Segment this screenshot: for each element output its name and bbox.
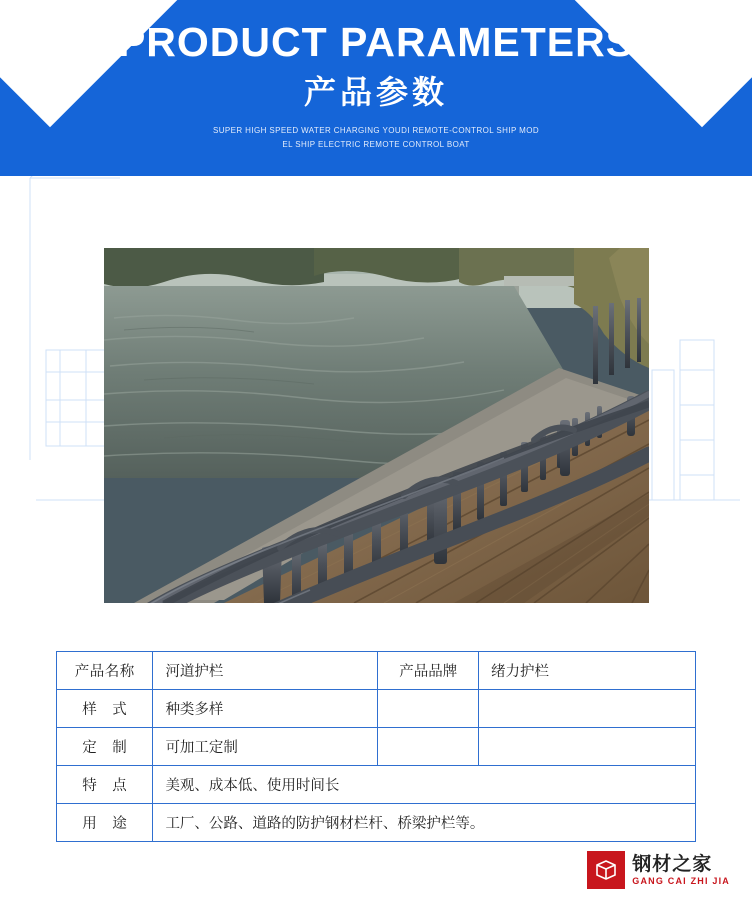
row-label-2: 产品品牌	[378, 652, 478, 690]
box-icon	[587, 851, 625, 889]
row-value-2	[478, 728, 695, 766]
row-value: 可加工定制	[153, 728, 378, 766]
table-row	[57, 652, 696, 690]
table-row	[57, 728, 696, 766]
row-value-2: 绪力护栏	[478, 652, 695, 690]
footer-brand-cn: 钢材之家	[632, 853, 713, 875]
footer-brand-text	[632, 854, 730, 887]
footer-brand-logo	[587, 851, 730, 889]
row-label: 用 途	[57, 804, 153, 842]
row-label: 定 制	[57, 728, 153, 766]
table-row	[57, 690, 696, 728]
table-row	[57, 804, 696, 842]
footer-brand-en: GANG CAI ZHI JIA	[632, 875, 730, 886]
row-value: 河道护栏	[153, 652, 378, 690]
row-value-2	[478, 690, 695, 728]
row-label: 特 点	[57, 766, 153, 804]
row-label-2	[378, 728, 478, 766]
row-label: 产品名称	[57, 652, 153, 690]
row-value: 工厂、公路、道路的防护钢材栏杆、桥梁护栏等。	[153, 804, 696, 842]
row-value: 种类多样	[153, 690, 378, 728]
row-label-2	[378, 690, 478, 728]
page-header-banner	[0, 0, 752, 176]
product-parameters-table	[56, 651, 696, 842]
page-subtitle	[213, 124, 539, 152]
page-subtitle-line2: EL SHIP ELECTRIC REMOTE CONTROL BOAT	[282, 140, 470, 149]
product-photo	[104, 248, 649, 603]
row-value: 美观、成本低、使用时间长	[153, 766, 696, 804]
page-subtitle-line1: SUPER HIGH SPEED WATER CHARGING YOUDI REMOTE-CONTROL SHIP MOD	[212, 126, 540, 135]
page-title-chinese: 产品参数	[303, 74, 448, 110]
row-label: 样 式	[57, 690, 153, 728]
page-title-english: PRODUCT PARAMETERS	[117, 19, 635, 65]
table-row	[57, 766, 696, 804]
